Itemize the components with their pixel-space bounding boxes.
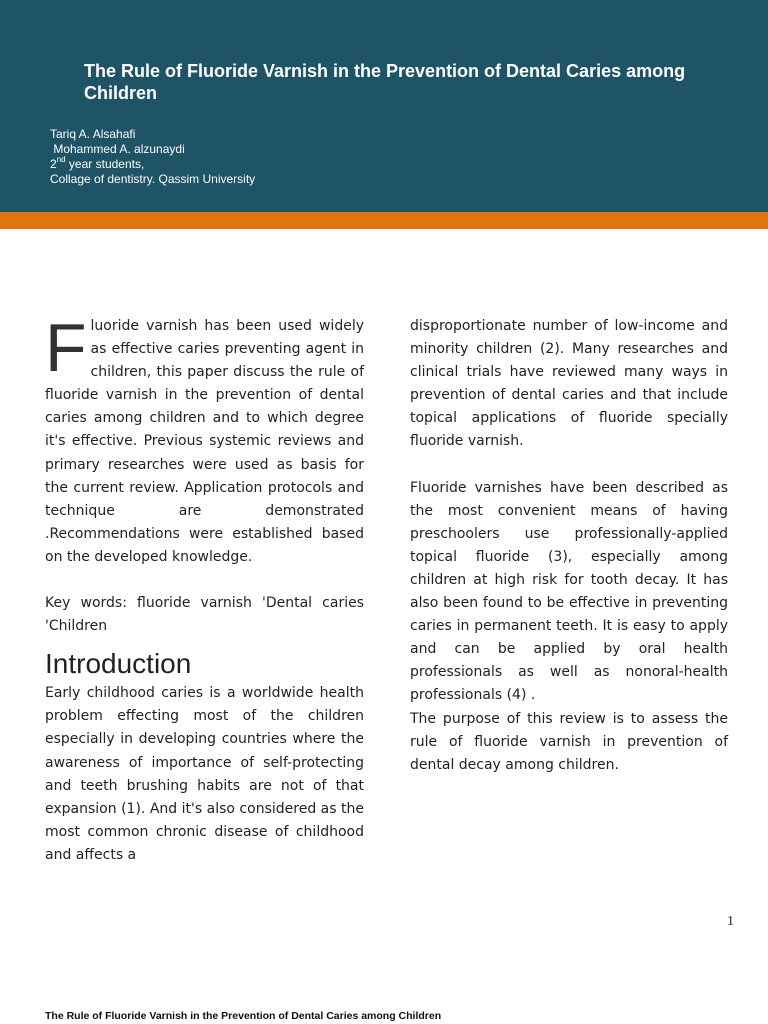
spacer — [45, 569, 364, 592]
year-number: 2 — [50, 157, 57, 171]
abstract-text: luoride varnish has been used widely as effective caries preventing agent in children, this paper discuss the rule of fluoride varnish in the prevention of dental caries among children and to which degree it's effective. Previous systemic reviews and primary researches were used as basis for the current review. Application protocols and technique are demonstrated .Recommendations were established based on the developed knowledge. — [45, 318, 364, 565]
introduction-heading: Introduction — [45, 648, 192, 680]
header-banner — [0, 0, 768, 212]
year-ordinal: nd — [56, 155, 66, 164]
accent-band — [0, 212, 768, 229]
spacer — [410, 454, 728, 477]
left-column — [45, 310, 364, 867]
author-affiliation: Collage of dentistry. Qassim University — [50, 172, 256, 186]
running-footer: The Rule of Fluoride Varnish in the Prevention of Dental Caries among Children — [45, 1010, 442, 1022]
author-name-2: Mohammed A. alzunaydi — [50, 142, 185, 156]
introduction-text: Early childhood caries is a worldwide health problem effecting most of the children especially in developing countries where the awareness of importance of self-protecting and teeth brushing habits are not of that expansion (1). And it's also considered as the most common chronic disease of childhood and affects a — [45, 685, 364, 863]
abstract-paragraph — [45, 310, 364, 569]
year-text: year students, — [65, 157, 145, 171]
author-year-line — [50, 157, 255, 172]
body-paragraph-3: The purpose of this review is to assess the rule of fluoride varnish in prevention of dental decay among children. — [410, 710, 728, 773]
author-name-1: Tariq A. Alsahafi — [50, 127, 136, 141]
right-column — [410, 315, 728, 777]
body-paragraph-2: Fluoride varnishes have been described as the most convenient means of having preschoolers use professionally-applied topical fluoride (3), especially among children at high risk for tooth decay. It has also been found to be effective in preventing caries in permanent teeth. It is easy to apply and can be applied by oral health professionals as well as nonoral-health professionals (4) . — [410, 479, 728, 704]
author-block — [50, 127, 255, 187]
body-paragraph-1: disproportionate number of low-income and minority children (2). Many researches and clinical trials have reviewed many ways in prevention of dental caries and that include topical applications of fluoride specially fluoride varnish. — [410, 318, 728, 450]
drop-cap: F — [45, 310, 87, 386]
page-number: 1 — [727, 914, 734, 929]
paper-title: The Rule of Fluoride Varnish in the Prevention of Dental Caries among Children — [84, 61, 686, 103]
keywords: Key words: fluoride varnish 'Dental caries 'Children — [45, 595, 364, 635]
